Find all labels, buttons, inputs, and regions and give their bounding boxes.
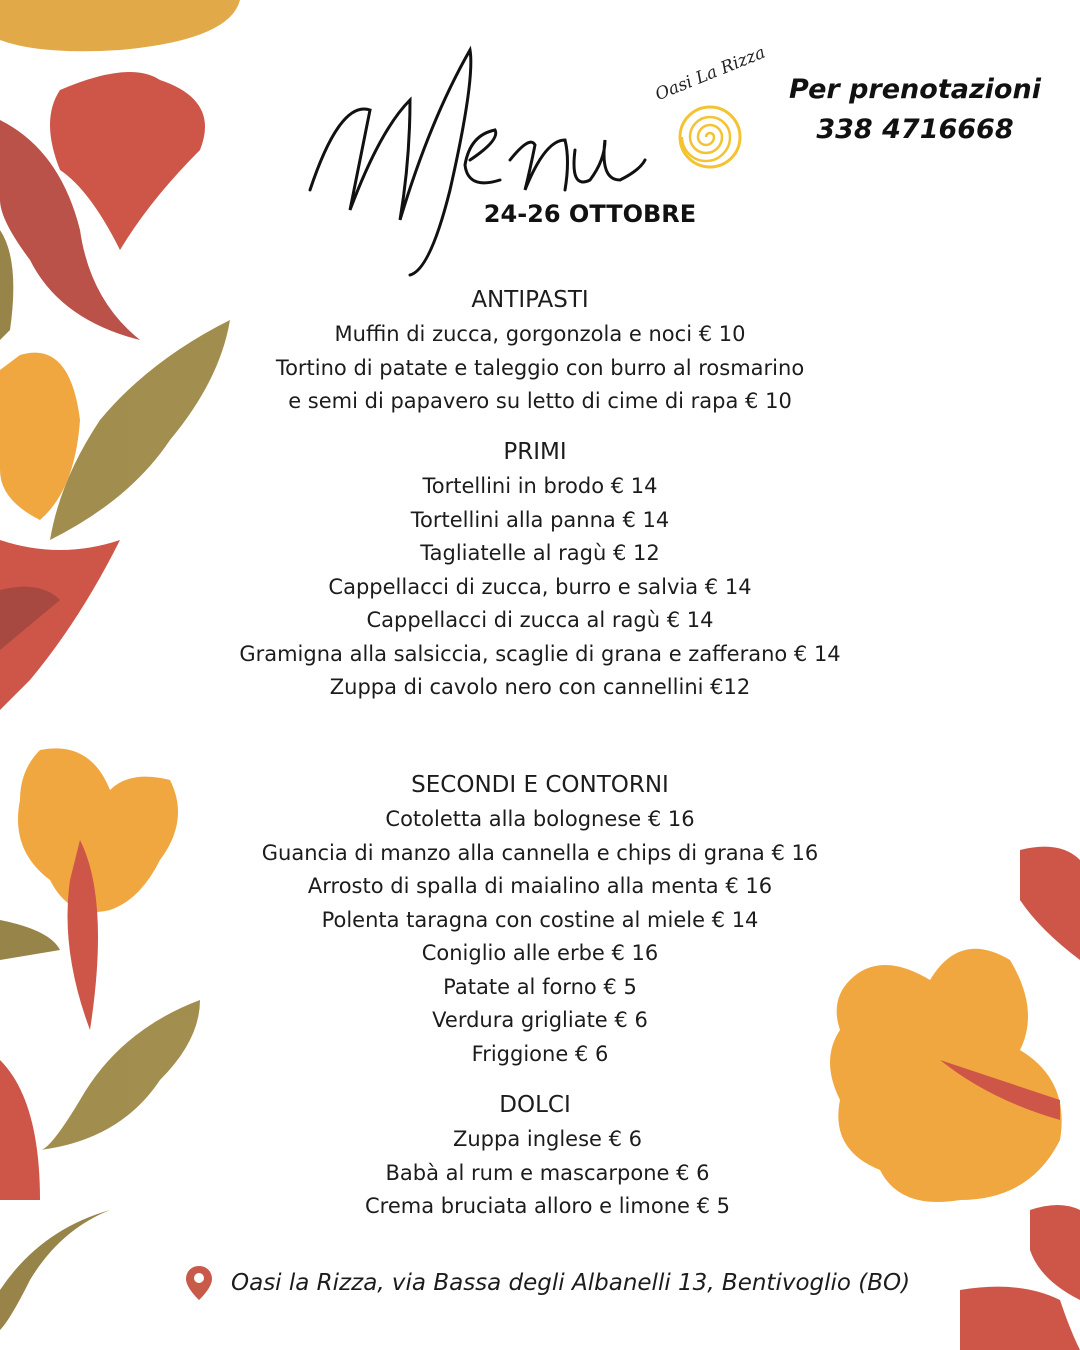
menu-item: Cappellacci di zucca al ragù € 14 <box>366 608 714 632</box>
section-secondi-e-contorni <box>0 767 1080 1071</box>
menu-item: Zuppa inglese € 6 <box>452 1127 643 1151</box>
menu-item: Cappellacci di zucca, burro e salvia € 14 <box>328 574 752 599</box>
menu-item: Tortellini in brodo € 14 <box>422 474 658 498</box>
menu-script-title <box>300 40 680 300</box>
menu-item: Muffin di zucca, gorgonzola e noci € 10 <box>334 322 746 346</box>
menu-item: Babà al rum e mascarpone € 6 <box>385 1160 710 1185</box>
menu-item: Cotoletta alla bolognese € 16 <box>385 807 695 831</box>
logo-text: Oasi La Rizza <box>652 42 769 105</box>
menu-item: Polenta taragna con costine al miele € 14 <box>321 907 759 932</box>
menu-item: Gramigna alla salsiccia, scaglie di grana e zafferano € 14 <box>239 641 841 666</box>
address-line <box>185 1263 945 1303</box>
menu-item: e semi di papavero su letto di cime di rapa € 10 <box>288 389 792 413</box>
section-title: DOLCI <box>499 1092 571 1118</box>
menu-item: Guancia di manzo alla cannella e chips di grana € 16 <box>261 840 819 865</box>
menu-item: Patate al forno € 5 <box>443 974 637 999</box>
menu-item: Arrosto di spalla di maialino alla menta € 16 <box>307 874 773 898</box>
address-text: Oasi la Rizza, via Bassa degli Albanelli 13, Bentivoglio (BO) <box>231 1270 911 1296</box>
menu-dates: 24-26 OTTOBRE <box>483 200 697 228</box>
menu-item: Coniglio alle erbe € 16 <box>421 941 659 965</box>
section-primi <box>0 434 1080 705</box>
menu-item: Friggione € 6 <box>471 1041 609 1066</box>
menu-item: Crema bruciata alloro e limone € 5 <box>364 1194 730 1218</box>
location-pin-icon <box>185 1265 213 1301</box>
menu-item: Verdura grigliate € 6 <box>432 1008 648 1032</box>
booking-label: Per prenotazioni <box>789 74 1041 105</box>
section-antipasti <box>0 282 1080 419</box>
section-title: PRIMI <box>503 439 567 465</box>
section-title: SECONDI E CONTORNI <box>411 772 669 798</box>
menu-item: Tortino di patate e taleggio con burro al rosmarino <box>275 355 805 380</box>
menu-item: Tortellini alla panna € 14 <box>410 507 670 532</box>
booking-info <box>780 70 1050 150</box>
menu-item: Tagliatelle al ragù € 12 <box>420 541 660 565</box>
menu-item: Zuppa di cavolo nero con cannellini €12 <box>329 675 751 699</box>
section-dolci <box>0 1087 1080 1224</box>
section-title: ANTIPASTI <box>471 287 589 313</box>
booking-phone: 338 4716668 <box>816 114 1014 145</box>
